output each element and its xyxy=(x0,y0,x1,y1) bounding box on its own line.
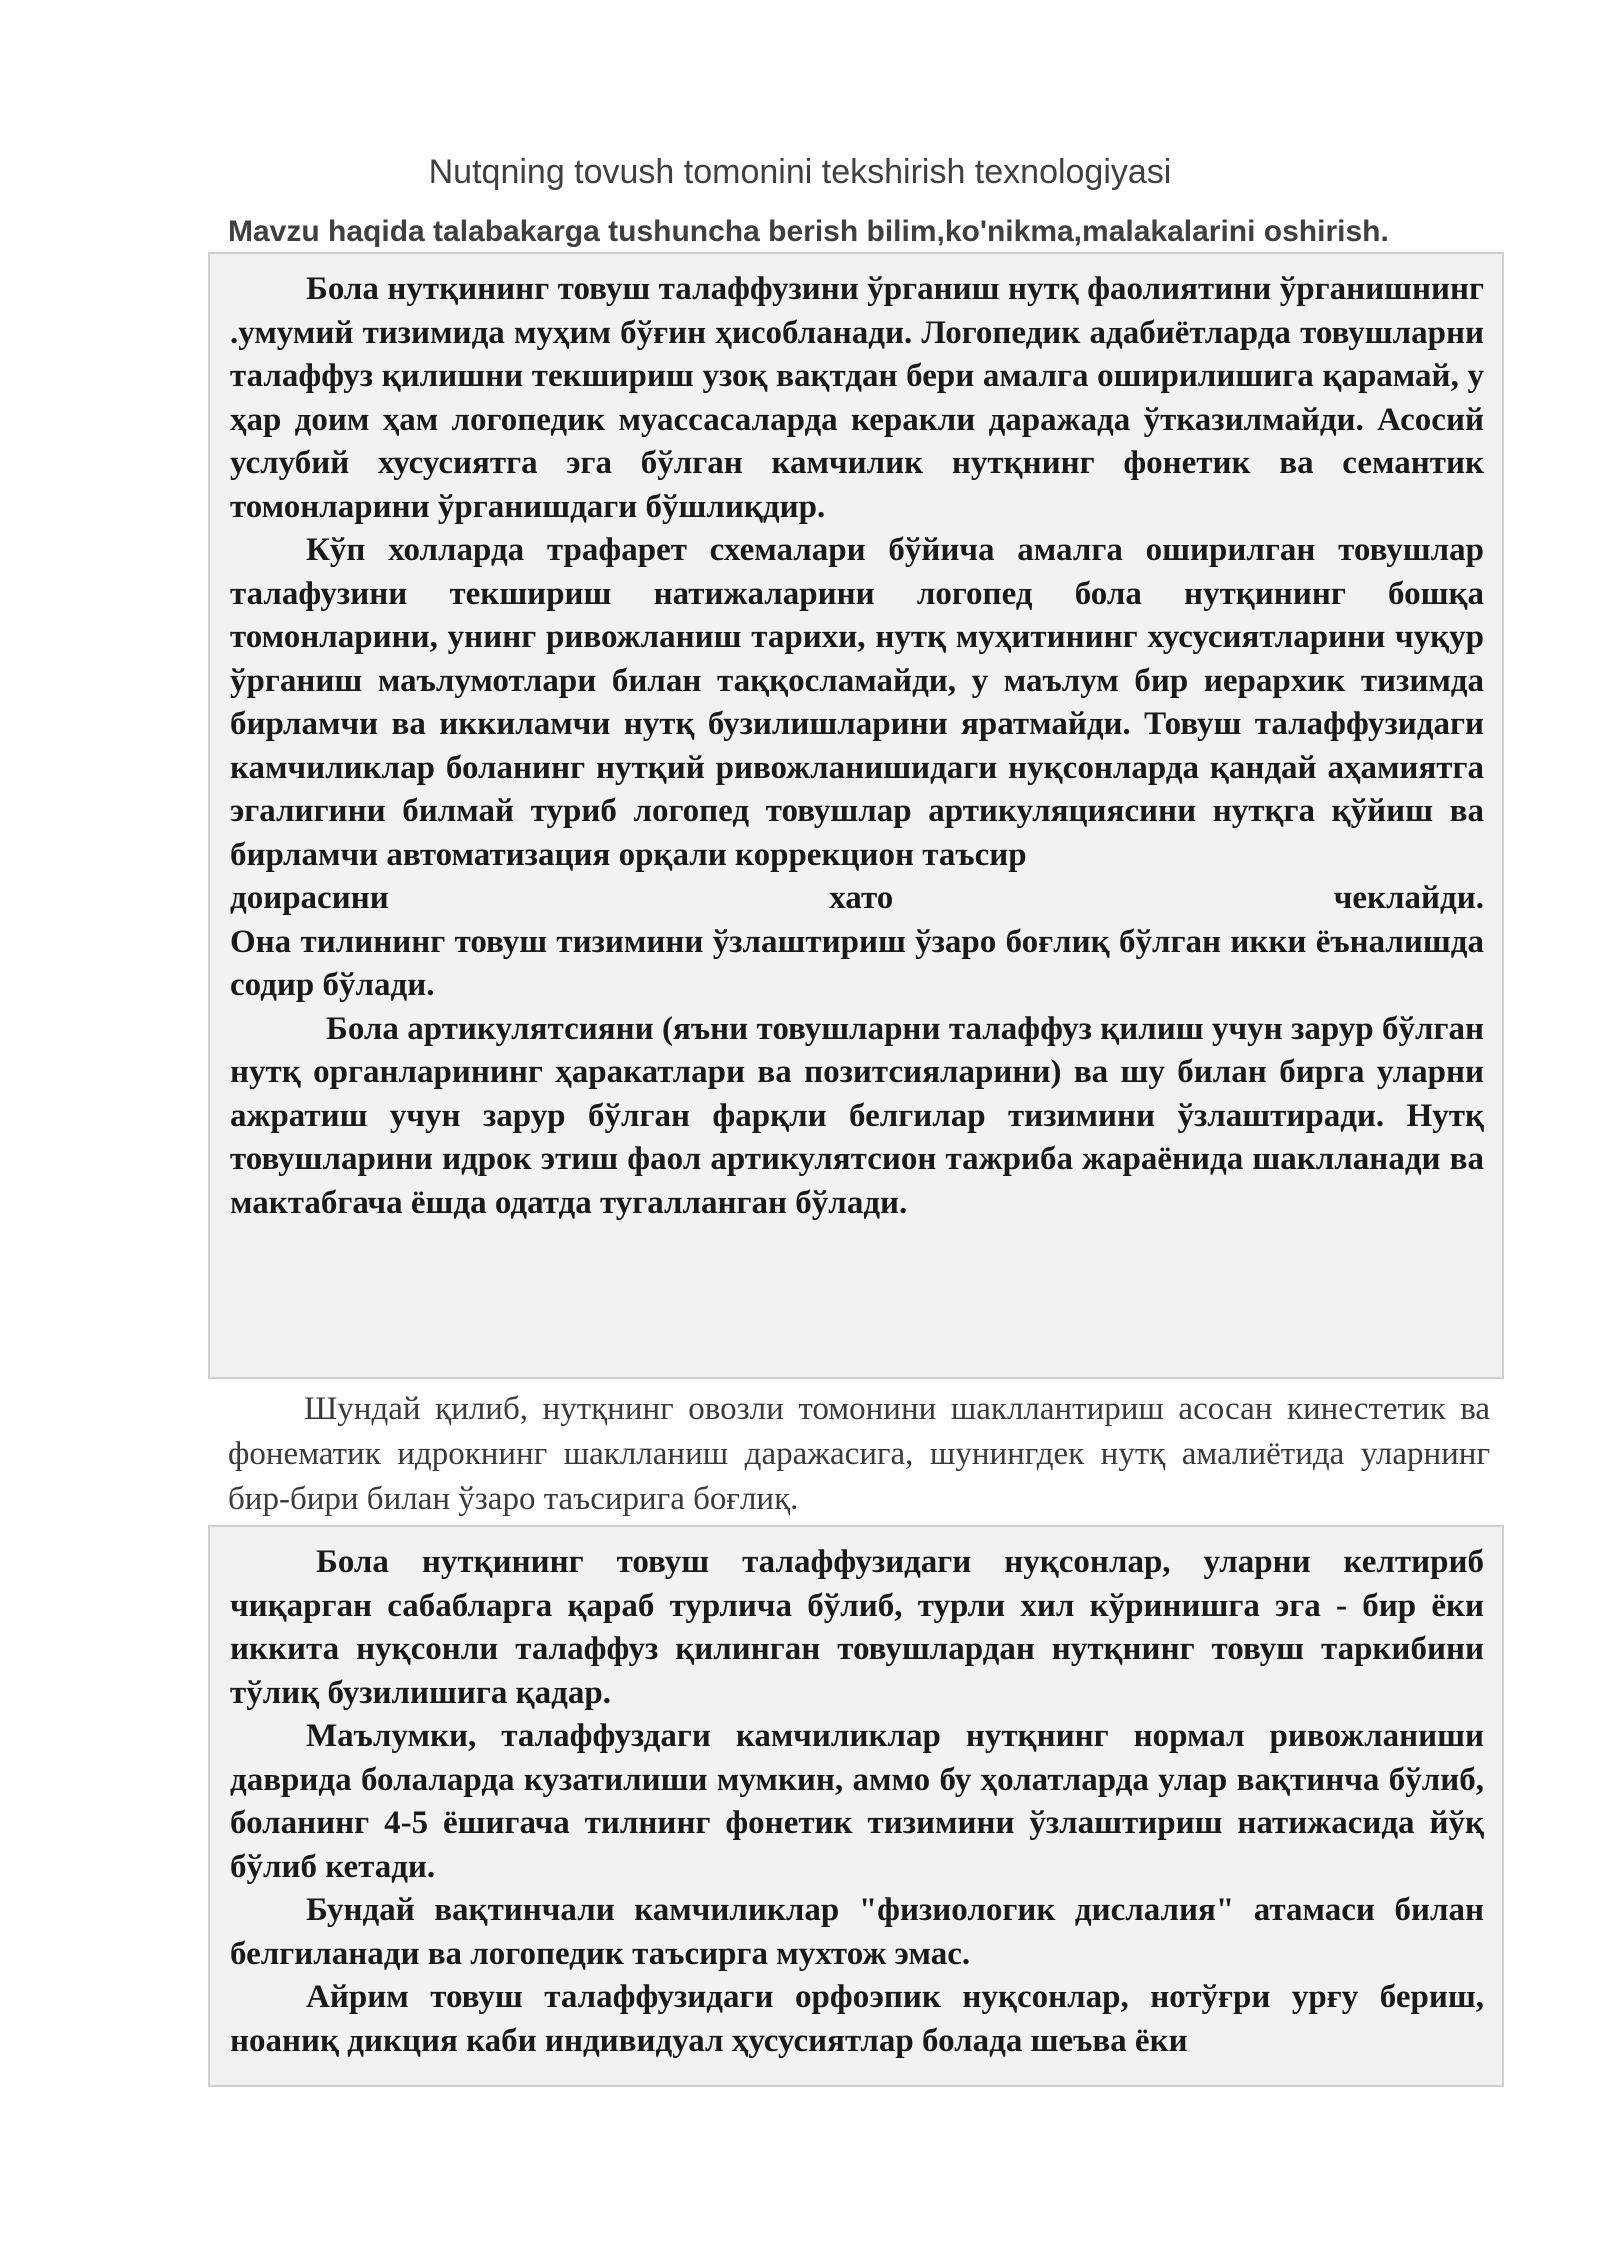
plain-paragraph-1: Шундай қилиб, нутқнинг овозли томонини шакллантириш асосан кинестетик ва фонематик идрокнинг шаклланиш даражасига, шунингдек нутқ амалиётида уларнинг бир-бири билан ўзаро таъсирига боғлиқ. xyxy=(228,1391,1490,1517)
box2-paragraph-1: Бола нутқининг товуш талаффузидаги нуқсонлар, уларни келтириб чиқарган сабабларга қараб турлича бўлиб, турли хил кўринишга эга - бир ёки иккита нуқсонли талаффуз қилинган товушлардан нутқнинг товуш таркибини тўлиқ бузилишига қадар. xyxy=(230,1544,1484,1711)
document-subtitle: Mavzu haqida talabakarga tushuncha berish bilim,ko'nikma,malakalarini oshirish. xyxy=(228,215,1389,248)
box2-paragraph-2: Маълумки, талаффуздаги камчиликлар нутқнинг нормал ривожланиши даврида болаларда кузатилиши мумкин, аммо бу ҳолатларда улар вақтинча бўлиб, боланинг 4-5 ёшигача тилнинг фонетик тизимини ўзлаштириш натижасида йўқ бўлиб кетади. xyxy=(230,1718,1484,1885)
document-title: Nutqning tovush tomonini tekshirish texnologiyasi xyxy=(428,153,1172,191)
box1-paragraph-4: Бола артикулятсияни (яъни товушларни талаффуз қилиш учун зарур бўлган нутқ органларининг ҳаракатлари ва позитсияларини) ва шу билан бирга уларни ажратиш учун зарур бўлган фарқли белгилар тизимини ўзлаштиради. Нутқ товушларини идрок этиш фаол артикулятсион тажриба жараёнида шаклланади ва мактабгача ёшда одатда тугалланган бўлади. xyxy=(230,1010,1484,1221)
box1-paragraph-3: Она тилининг товуш тизимини ўзлаштириш ўзаро боғлиқ бўлган икки ёъналишда содир бўлади. xyxy=(230,923,1484,1003)
box1-p2-word-left: доирасини xyxy=(230,880,389,916)
box1-p2-word-right: чеклайди. xyxy=(1333,880,1484,916)
highlighted-text-box-2 xyxy=(208,1525,1504,2087)
box2-paragraph-3: Бундай вақтинчали камчиликлар "физиологик дислалия" атамаси билан белгиланади ва логопедик таъсирга мухтож эмас. xyxy=(230,1892,1484,1972)
plain-text-block xyxy=(228,1387,1490,1522)
box1-p2-word-mid: хато xyxy=(829,880,894,916)
box1-paragraph-2: Кўп холларда трафарет схемалари бўйича амалга оширилган товушлар талафузини текшириш натижаларини логопед бола нутқининг бошқа томонларини, унинг ривожланиш тарихи, нутқ муҳитининг хусусиятларини чуқур ўрганиш маълумотлари билан таққосламайди, у маълум бир иерархик тизимда бирламчи ва иккиламчи нутқ бузилишларини яратмайди. Товуш талаффузидаги камчиликлар боланинг нутқий ривожланишидаги нуқсонларда қандай аҳамиятга эгалигини билмай туриб логопед товушлар артикуляциясини нутқга қўйиш ва бирламчи автоматизация орқали коррекцион таъсир xyxy=(230,532,1484,873)
box1-paragraph-1: Бола нутқининг товуш талаффузини ўрганиш нутқ фаолиятини ўрганишнинг .умумий тизимида муҳим бўғин ҳисобланади. Логопедик адабиётларда товушларни талаффуз қилишни текшириш узоқ вақтдан бери амалга оширилишига қарамай, у ҳар доим ҳам логопедик муассасаларда керакли даражада ўтказилмайди. Асосий услубий хусусиятга эга бўлган камчилик нутқнинг фонетик ва семантик томонларини ўрганишдаги бўшлиқдир. xyxy=(230,271,1484,525)
box2-paragraph-4: Айрим товуш талаффузидаги орфоэпик нуқсонлар, нотўғри урғу бериш, ноаниқ дикция каби индивидуал ҳусусиятлар болада шеъва ёки xyxy=(230,1979,1484,2059)
box1-paragraph-2-last-line xyxy=(230,877,1484,921)
highlighted-text-box-1 xyxy=(208,252,1504,1379)
